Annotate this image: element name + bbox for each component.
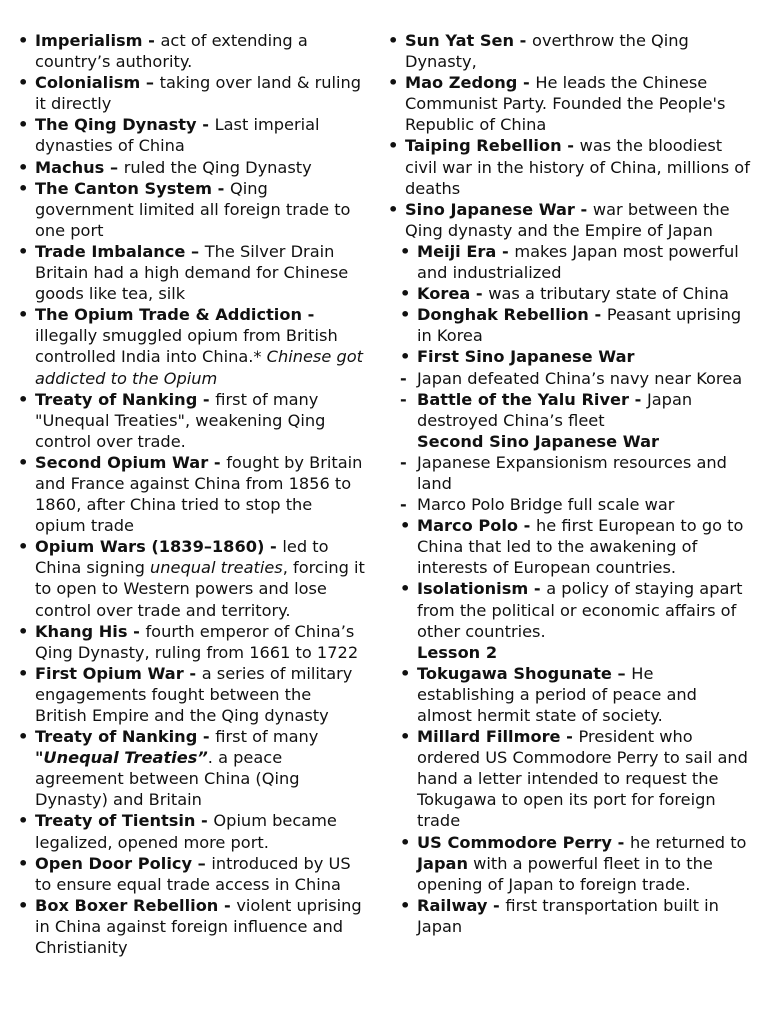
- item-term: Colonialism: [35, 73, 141, 93]
- item-separator: -: [517, 73, 536, 93]
- item-term: Machus: [35, 157, 105, 177]
- bullet-marker: •: [18, 853, 29, 873]
- dash-item: [400, 389, 750, 431]
- dash-item: [400, 494, 750, 515]
- bullet-marker: •: [18, 178, 29, 198]
- bullet-item: [18, 853, 366, 895]
- bullet-marker: •: [18, 389, 29, 409]
- bullet-item: [18, 304, 366, 388]
- dash-item: [400, 452, 750, 494]
- bullet-marker: •: [18, 663, 29, 683]
- bullet-item: [18, 72, 366, 114]
- item-separator: -: [127, 621, 146, 641]
- bullet-marker: •: [400, 347, 411, 367]
- bullet-marker: •: [400, 305, 411, 325]
- item-text-after: . a peace agreement between China (Qing Dynasty) and Britain: [35, 748, 300, 810]
- item-text: Last imperial dynasties of China: [35, 115, 320, 156]
- item-separator: -: [196, 115, 215, 135]
- item-text: first of many: [215, 727, 319, 747]
- item-text: taking over land & ruling it directly: [35, 73, 362, 114]
- item-term: Meiji Era: [417, 241, 497, 261]
- item-term: Khang His: [35, 621, 128, 641]
- item-term: Treaty of Nanking: [35, 389, 198, 409]
- item-term: The Opium Trade & Addiction: [35, 305, 303, 325]
- item-text: Japan destroyed China’s fleet: [417, 389, 693, 430]
- bullet-item: [388, 135, 750, 198]
- item-separator: -: [628, 389, 647, 409]
- item-separator: -: [496, 241, 515, 261]
- item-text: introduced by US to ensure equal trade access in China: [35, 853, 351, 894]
- bullet-item: [388, 72, 750, 135]
- item-term: Treaty of Nanking: [35, 727, 198, 747]
- bullet-marker: •: [18, 73, 29, 93]
- item-term: Marco Polo: [417, 516, 519, 536]
- item-text: He establishing a period of peace and almost hermit state of society.: [417, 663, 697, 725]
- item-term: Railway: [417, 895, 488, 915]
- dash-marker: -: [400, 495, 407, 515]
- item-term: Korea: [417, 284, 471, 304]
- item-term: Open Door Policy: [35, 853, 193, 873]
- bullet-item: [400, 726, 750, 831]
- item-text: act of extending a country’s authority.: [35, 31, 308, 72]
- item-separator: -: [561, 136, 580, 156]
- item-separator: –: [140, 73, 160, 93]
- item-italic-text: unequal treaties: [150, 558, 283, 578]
- dash-marker: -: [400, 368, 407, 388]
- bullet-marker: •: [18, 115, 29, 135]
- item-text: war between the Qing dynasty and the Empire of Japan: [405, 199, 730, 240]
- bullet-item: [400, 304, 750, 346]
- item-term: First Sino Japanese War: [417, 347, 635, 367]
- item-separator: -: [264, 537, 283, 557]
- bullet-marker: •: [388, 31, 399, 50]
- bullet-marker: •: [400, 516, 411, 536]
- item-text-after: , forcing it to open to Western powers and lose control over trade and territory.: [35, 558, 365, 620]
- item-text: Peasant uprising in Korea: [417, 305, 742, 346]
- item-term: Second Opium War: [35, 452, 209, 472]
- item-bold-italic-text: "Unequal Treaties”: [35, 748, 208, 768]
- bullet-item: [18, 810, 366, 852]
- item-text: ruled the Qing Dynasty: [123, 157, 312, 177]
- item-text: Opium became legalized, opened more port.: [35, 811, 337, 852]
- second-sino-japanese-war-heading: Second Sino Japanese War: [417, 431, 659, 451]
- item-text: Japanese Expansionism resources and land: [417, 452, 727, 493]
- bullet-item: [18, 663, 366, 726]
- bullet-item: [18, 621, 366, 663]
- bullet-marker: •: [18, 811, 29, 831]
- item-separator: –: [185, 241, 205, 261]
- bullet-item: [388, 30, 750, 72]
- bullet-marker: •: [18, 621, 29, 641]
- left-column: [18, 30, 366, 958]
- bullet-marker: •: [18, 31, 29, 50]
- item-separator: -: [218, 895, 237, 915]
- dash-marker: -: [400, 389, 407, 409]
- bullet-marker: •: [400, 895, 411, 915]
- bullet-marker: •: [18, 452, 29, 472]
- bullet-item: [18, 157, 366, 178]
- item-text: was a tributary state of China: [488, 284, 729, 304]
- bullet-item: [18, 726, 366, 810]
- bullet-item: [18, 241, 366, 304]
- item-term: First Opium War: [35, 663, 184, 683]
- item-separator: -: [208, 452, 227, 472]
- bullet-marker: •: [18, 895, 29, 915]
- item-term: Millard Fillmore: [417, 727, 561, 747]
- item-separator: –: [611, 663, 632, 683]
- item-separator: -: [487, 895, 506, 915]
- item-term: Mao Zedong: [405, 73, 518, 93]
- dash-marker: -: [400, 452, 407, 472]
- bullet-marker: •: [400, 663, 411, 683]
- bullet-marker: •: [388, 136, 399, 156]
- bullet-marker: •: [400, 241, 411, 261]
- item-text: a series of military engagements fought between the British Empire and the Qing dynasty: [35, 663, 353, 725]
- bullet-item: [18, 114, 366, 156]
- item-term: Tokugawa Shogunate: [417, 663, 612, 683]
- item-text: The Silver Drain Britain had a high demand for Chinese goods like tea, silk: [35, 241, 349, 304]
- bullet-item: [400, 283, 750, 304]
- bullet-marker: •: [388, 199, 399, 219]
- item-separator: -: [574, 199, 593, 219]
- item-term: Imperialism: [35, 31, 143, 50]
- bullet-item: [400, 578, 750, 641]
- item-separator: –: [104, 157, 124, 177]
- item-term: Sino Japanese War: [405, 199, 575, 219]
- item-term: The Qing Dynasty: [35, 115, 197, 135]
- item-text: Marco Polo Bridge full scale war: [417, 495, 675, 515]
- item-separator: -: [197, 727, 216, 747]
- bullet-marker: •: [18, 157, 29, 177]
- item-separator: -: [195, 811, 214, 831]
- item-term: Trade Imbalance: [35, 241, 186, 261]
- bullet-marker: •: [400, 832, 411, 852]
- bullet-item: [400, 515, 750, 578]
- bullet-marker: •: [388, 73, 399, 93]
- bullet-marker: •: [400, 579, 411, 599]
- item-text: fought by Britain and France against China from 1856 to 1860, after China tried to stop the opium trade: [35, 452, 363, 536]
- item-text: makes Japan most powerful and industrialized: [417, 241, 739, 283]
- item-separator: -: [211, 178, 230, 198]
- bullet-item: [18, 452, 366, 536]
- item-separator: -: [528, 579, 547, 599]
- item-italic-text: Chinese got addicted to the Opium: [35, 347, 363, 388]
- item-term: Donghak Rebellion: [417, 305, 589, 325]
- bullet-item: [18, 536, 366, 620]
- item-term: Treaty of Tientsin: [35, 811, 196, 831]
- item-separator: -: [142, 31, 161, 50]
- item-separator: -: [183, 663, 202, 683]
- bullet-marker: •: [18, 537, 29, 557]
- bullet-item: [18, 389, 366, 452]
- item-text: led to China signing: [35, 537, 329, 578]
- item-text-after: with a powerful fleet in to the opening of Japan to foreign trade.: [417, 853, 713, 894]
- item-separator: –: [192, 853, 212, 873]
- bullet-marker: •: [400, 284, 411, 304]
- item-term: Box Boxer Rebellion: [35, 895, 219, 915]
- bullet-item: [18, 30, 366, 72]
- bullet-item: [400, 832, 750, 895]
- item-separator: -: [470, 284, 489, 304]
- item-separator: -: [518, 516, 537, 536]
- item-text: was the bloodiest civil war in the history of China, millions of deaths: [405, 136, 750, 198]
- item-text: He leads the Chinese Communist Party. Founded the People's Republic of China: [405, 73, 726, 135]
- bullet-marker: •: [18, 305, 29, 325]
- bullet-marker: •: [18, 727, 29, 747]
- bullet-marker: •: [18, 241, 29, 261]
- bullet-item: [18, 178, 366, 241]
- item-text: he first European to go to China that led to the awakening of interests of European countries.: [417, 516, 744, 578]
- item-separator: -: [560, 727, 579, 747]
- item-text: overthrow the Qing Dynasty,: [405, 31, 689, 72]
- item-term: Isolationism: [417, 579, 529, 599]
- bullet-item: [400, 346, 750, 367]
- item-separator: -: [611, 832, 630, 852]
- item-text: Qing government limited all foreign trade to one port: [35, 178, 351, 240]
- right-column: [388, 30, 750, 937]
- bullet-item: [18, 895, 366, 958]
- item-term: US Commodore Perry: [417, 832, 612, 852]
- bullet-item: [400, 663, 750, 726]
- item-text: first transportation built in Japan: [417, 895, 719, 936]
- item-separator: -: [302, 305, 315, 325]
- item-term: Sun Yat Sen: [405, 31, 515, 50]
- item-term: Opium Wars (1839–1860): [35, 537, 265, 557]
- item-text: first of many "Unequal Treaties", weakening Qing control over trade.: [35, 389, 326, 451]
- item-bold-text: Japan: [417, 853, 468, 873]
- item-text: he returned to: [629, 832, 747, 852]
- item-text: President who ordered US Commodore Perry to sail and hand a letter intended to request the Tokugawa to open its port for foreign trade: [417, 727, 748, 831]
- bullet-item: [388, 199, 750, 241]
- lesson-heading: Lesson 2: [417, 642, 498, 662]
- item-term: The Canton System: [35, 178, 212, 198]
- item-separator: -: [588, 305, 607, 325]
- item-text: Japan defeated China’s navy near Korea: [417, 368, 743, 388]
- item-term: Taiping Rebellion: [405, 136, 562, 156]
- item-separator: -: [197, 389, 216, 409]
- item-text: fourth emperor of China’s Qing Dynasty, ruling from 1661 to 1722: [35, 621, 359, 662]
- item-term: Battle of the Yalu River: [417, 389, 629, 409]
- bullet-item: [400, 895, 750, 937]
- item-text: illegally smuggled opium from British controlled India into China.*: [35, 326, 338, 367]
- bullet-item: [400, 241, 750, 283]
- item-separator: -: [514, 31, 533, 50]
- dash-item: [400, 368, 750, 389]
- item-text: violent uprising in China against foreign influence and Christianity: [35, 895, 362, 958]
- item-text: a policy of staying apart from the political or economic affairs of other countries.: [417, 579, 743, 641]
- bullet-marker: •: [400, 727, 411, 747]
